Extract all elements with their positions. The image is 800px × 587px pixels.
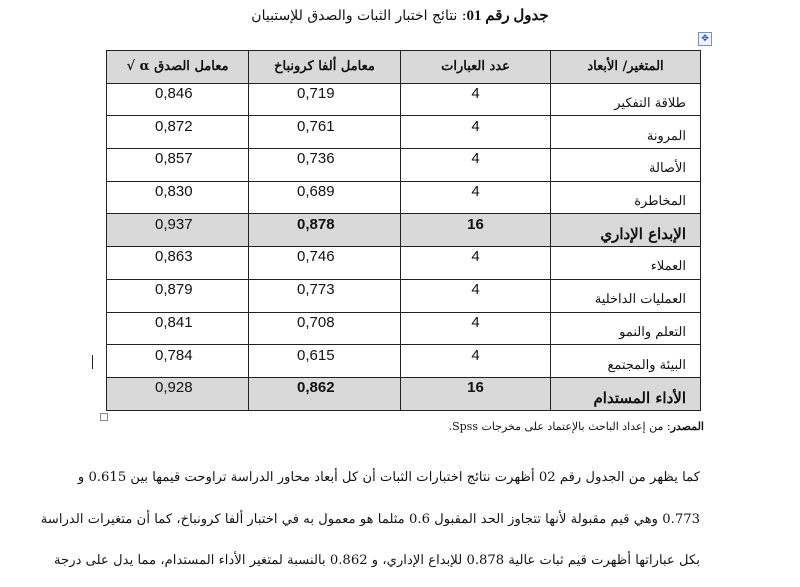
validity-cell: 0,937 bbox=[107, 214, 249, 247]
reliability-table bbox=[106, 50, 701, 411]
caption-text: : نتائج اختبار الثبات والصدق للإستبيان bbox=[251, 8, 467, 24]
table-caption bbox=[0, 6, 800, 25]
caption-prefix: جدول رقم 01 bbox=[466, 8, 549, 24]
validity-cell: 0,841 bbox=[107, 312, 249, 345]
table-move-handle-icon[interactable]: ✥ bbox=[698, 32, 712, 46]
dimension-cell: المرونة bbox=[551, 116, 701, 149]
table-body bbox=[107, 83, 701, 410]
alpha-cell: 0,689 bbox=[249, 181, 401, 214]
header-alpha: معامل ألفا كرونباخ bbox=[249, 51, 401, 84]
alpha-cell: 0,878 bbox=[249, 214, 401, 247]
source-text: : من إعداد الباحث بالإعتماد على مخرجات Spss. bbox=[448, 420, 671, 433]
validity-cell: 0,879 bbox=[107, 279, 249, 312]
count-cell: 16 bbox=[401, 377, 551, 410]
source-note bbox=[449, 420, 704, 433]
paragraph-line-2: 0.773 وهي قيم مقبولة لأنها تتجاوز الحد المقبول 0.6 مثلما هو معمول به في اختبار ألفا كرونباخ، كما أن متغيرات الدراسة bbox=[40, 512, 700, 527]
table-row bbox=[107, 345, 701, 378]
dimension-cell: العمليات الداخلية bbox=[551, 279, 701, 312]
table-row bbox=[107, 181, 701, 214]
count-cell: 4 bbox=[401, 181, 551, 214]
alpha-cell: 0,615 bbox=[249, 345, 401, 378]
table-row bbox=[107, 377, 701, 410]
table-header-row bbox=[107, 51, 701, 84]
count-cell: 4 bbox=[401, 247, 551, 280]
dimension-cell: البيئة والمجتمع bbox=[551, 345, 701, 378]
dimension-cell: التعلم والنمو bbox=[551, 312, 701, 345]
validity-cell: 0,784 bbox=[107, 345, 249, 378]
count-cell: 16 bbox=[401, 214, 551, 247]
dimension-cell: الأصالة bbox=[551, 149, 701, 182]
table-row bbox=[107, 116, 701, 149]
paragraph-line-1: كما يظهر من الجدول رقم 02 أظهرت نتائج اختبارات الثبات أن كل أبعاد محاور الدراسة تراوحت قيمها بين 0.615 و bbox=[77, 470, 700, 485]
alpha-cell: 0,773 bbox=[249, 279, 401, 312]
table-resize-handle[interactable] bbox=[100, 413, 108, 421]
alpha-cell: 0,736 bbox=[249, 149, 401, 182]
validity-cell: 0,863 bbox=[107, 247, 249, 280]
dimension-cell: الإبداع الإداري bbox=[551, 214, 701, 247]
dimension-cell: طلاقة التفكير bbox=[551, 83, 701, 116]
source-label: المصدر bbox=[670, 420, 704, 433]
count-cell: 4 bbox=[401, 116, 551, 149]
alpha-cell: 0,862 bbox=[249, 377, 401, 410]
validity-cell: 0,872 bbox=[107, 116, 249, 149]
validity-cell: 0,928 bbox=[107, 377, 249, 410]
validity-cell: 0,830 bbox=[107, 181, 249, 214]
table-row bbox=[107, 247, 701, 280]
header-validity: معامل الصدق α √ bbox=[107, 51, 249, 84]
alpha-cell: 0,719 bbox=[249, 83, 401, 116]
count-cell: 4 bbox=[401, 83, 551, 116]
dimension-cell: العملاء bbox=[551, 247, 701, 280]
paragraph-line-3: بكل عباراتها أظهرت قيم ثبات عالية 0.878 للإبداع الإداري، و 0.862 بالنسبة لمتغير الأداء المستدام، مما يدل على درجة bbox=[54, 553, 700, 568]
table-row bbox=[107, 279, 701, 312]
dimension-cell: المخاطرة bbox=[551, 181, 701, 214]
dimension-cell: الأداء المستدام bbox=[551, 377, 701, 410]
count-cell: 4 bbox=[401, 279, 551, 312]
header-count: عدد العبارات bbox=[401, 51, 551, 84]
table-row bbox=[107, 83, 701, 116]
table-row bbox=[107, 149, 701, 182]
table-row bbox=[107, 312, 701, 345]
text-cursor bbox=[92, 355, 93, 369]
count-cell: 4 bbox=[401, 312, 551, 345]
header-dimension: المتغير/ الأبعاد bbox=[551, 51, 701, 84]
count-cell: 4 bbox=[401, 345, 551, 378]
validity-cell: 0,846 bbox=[107, 83, 249, 116]
validity-cell: 0,857 bbox=[107, 149, 249, 182]
count-cell: 4 bbox=[401, 149, 551, 182]
alpha-cell: 0,746 bbox=[249, 247, 401, 280]
table-row bbox=[107, 214, 701, 247]
alpha-cell: 0,761 bbox=[249, 116, 401, 149]
alpha-cell: 0,708 bbox=[249, 312, 401, 345]
